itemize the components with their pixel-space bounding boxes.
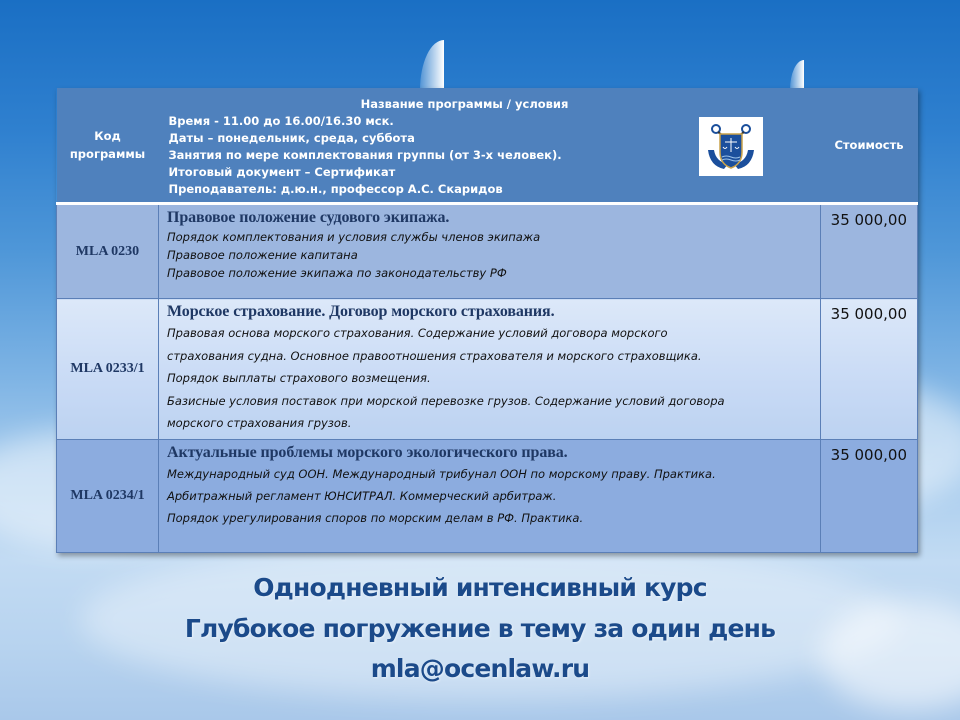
program-topic: Порядок выплаты страхового возмещения. bbox=[167, 371, 431, 385]
program-price: 35 000,00 bbox=[821, 299, 918, 440]
header-code bbox=[57, 88, 159, 204]
program-topic: Правовое положение экипажа по законодательству РФ bbox=[167, 266, 507, 280]
program-topic: Арбитражный регламент ЮНСИТРАЛ. Коммерческий арбитраж. bbox=[167, 488, 557, 503]
program-description bbox=[159, 204, 821, 299]
table-row bbox=[57, 439, 918, 552]
header-code-line2: программы bbox=[69, 147, 146, 161]
condition-certificate: Итоговый документ – Сертификат bbox=[168, 165, 396, 179]
program-topic: Базисные условия поставок при морской перевозке грузов. Содержание условий договора bbox=[167, 393, 725, 408]
footer-course-type: Однодневный интенсивный курс bbox=[253, 573, 707, 602]
condition-teacher: Преподаватель: д.ю.н., профессор А.С. Скаридов bbox=[168, 182, 503, 196]
header-name-title: Название программы / условия bbox=[360, 97, 569, 111]
program-price: 35 000,00 bbox=[821, 204, 918, 299]
program-topic: Правовая основа морского страхования. Содержание условий договора морского bbox=[167, 326, 668, 340]
program-topic: Порядок комплектования и условия службы членов экипажа bbox=[167, 230, 541, 244]
program-topic: Международный суд ООН. Международный трибунал ООН по морскому праву. Практика. bbox=[167, 466, 716, 481]
program-code: MLA 0233/1 bbox=[57, 299, 159, 440]
program-topic: морского страхования грузов. bbox=[167, 416, 352, 430]
program-code: MLA 0234/1 bbox=[57, 439, 159, 552]
program-title: Морское страхование. Договор морского страхования. bbox=[167, 303, 555, 320]
programs-table bbox=[56, 88, 918, 553]
condition-group: Занятия по мере комплектования группы (от 3-х человек). bbox=[168, 148, 562, 162]
header-code-line1: Код bbox=[94, 129, 121, 143]
program-description bbox=[159, 299, 821, 440]
program-title: Правовое положение судового экипажа. bbox=[167, 209, 450, 226]
table-header-row bbox=[57, 88, 918, 204]
maritime-law-emblem-icon bbox=[699, 117, 763, 176]
footer-email[interactable]: mla@ocenlaw.ru bbox=[370, 654, 590, 683]
program-topic: Правовое положение капитана bbox=[167, 248, 358, 262]
table-row bbox=[57, 204, 918, 299]
program-price: 35 000,00 bbox=[821, 439, 918, 552]
condition-time: Время - 11.00 до 16.00/16.30 мск. bbox=[168, 114, 394, 128]
program-code: MLA 0230 bbox=[57, 204, 159, 299]
program-description bbox=[159, 439, 821, 552]
condition-dates: Даты – понедельник, среда, суббота bbox=[168, 131, 415, 145]
table-row bbox=[57, 299, 918, 440]
header-price: Стоимость bbox=[821, 88, 918, 204]
sail-decoration bbox=[420, 40, 444, 90]
program-topic: страхования судна. Основное правоотношения страхователя и морского страховщика. bbox=[167, 348, 702, 363]
footer-tagline: Глубокое погружение в тему за один день bbox=[184, 614, 776, 643]
sail-decoration bbox=[790, 60, 804, 90]
program-title: Актуальные проблемы морского экологического права. bbox=[167, 443, 568, 461]
header-program-name bbox=[159, 88, 821, 204]
program-topic: Порядок урегулирования споров по морским делам в РФ. Практика. bbox=[167, 510, 584, 525]
